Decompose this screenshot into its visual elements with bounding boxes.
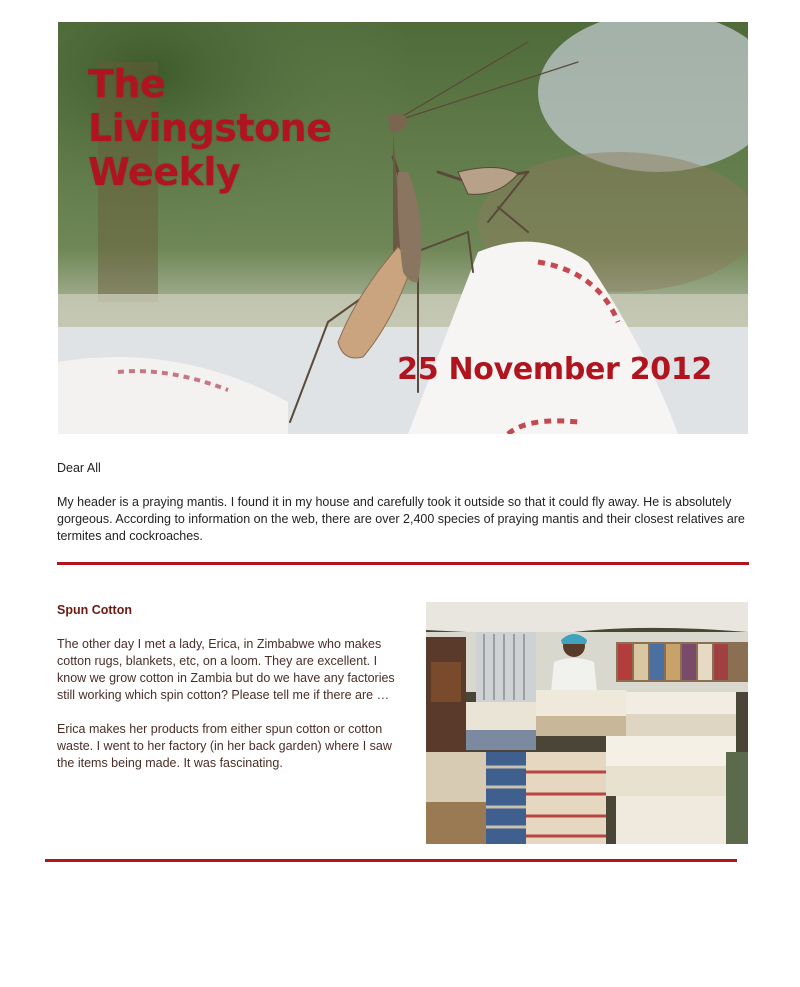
article-paragraph: Erica makes her products from either spun cotton or cotton waste. I went to her factory (in her back garden) where I saw the items being made. It was fascinating.	[57, 722, 392, 770]
intro-paragraph: My header is a praying mantis. I found it in my house and carefully took it outside so that it could fly away. He is absolutely gorgeous. According to information on the web, there are over 2,400 species of praying mantis and their closest relatives are termites and cockroaches.	[57, 495, 745, 543]
section-divider	[45, 859, 737, 862]
masthead-line: The	[88, 62, 166, 106]
greeting: Dear All	[57, 461, 101, 475]
header-banner	[58, 22, 748, 434]
article-heading: Spun Cotton	[57, 603, 132, 617]
article-photo-frame	[426, 602, 748, 844]
masthead-title	[88, 62, 332, 194]
intro-section	[57, 460, 749, 545]
article-spun-cotton	[57, 602, 407, 789]
masthead-line: Livingstone	[88, 106, 332, 150]
article-paragraph: The other day I met a lady, Erica, in Zimbabwe who makes cotton rugs, blankets, etc, on a loom. They are excellent. I know we grow cotton in Zambia but do we have any factories still working which spin cotton? Please tell me if there are …	[57, 637, 395, 702]
section-divider	[57, 562, 749, 565]
cotton-rugs-stall-photo	[426, 602, 748, 844]
masthead-line: Weekly	[88, 150, 241, 194]
issue-date: 25 November 2012	[397, 352, 712, 387]
